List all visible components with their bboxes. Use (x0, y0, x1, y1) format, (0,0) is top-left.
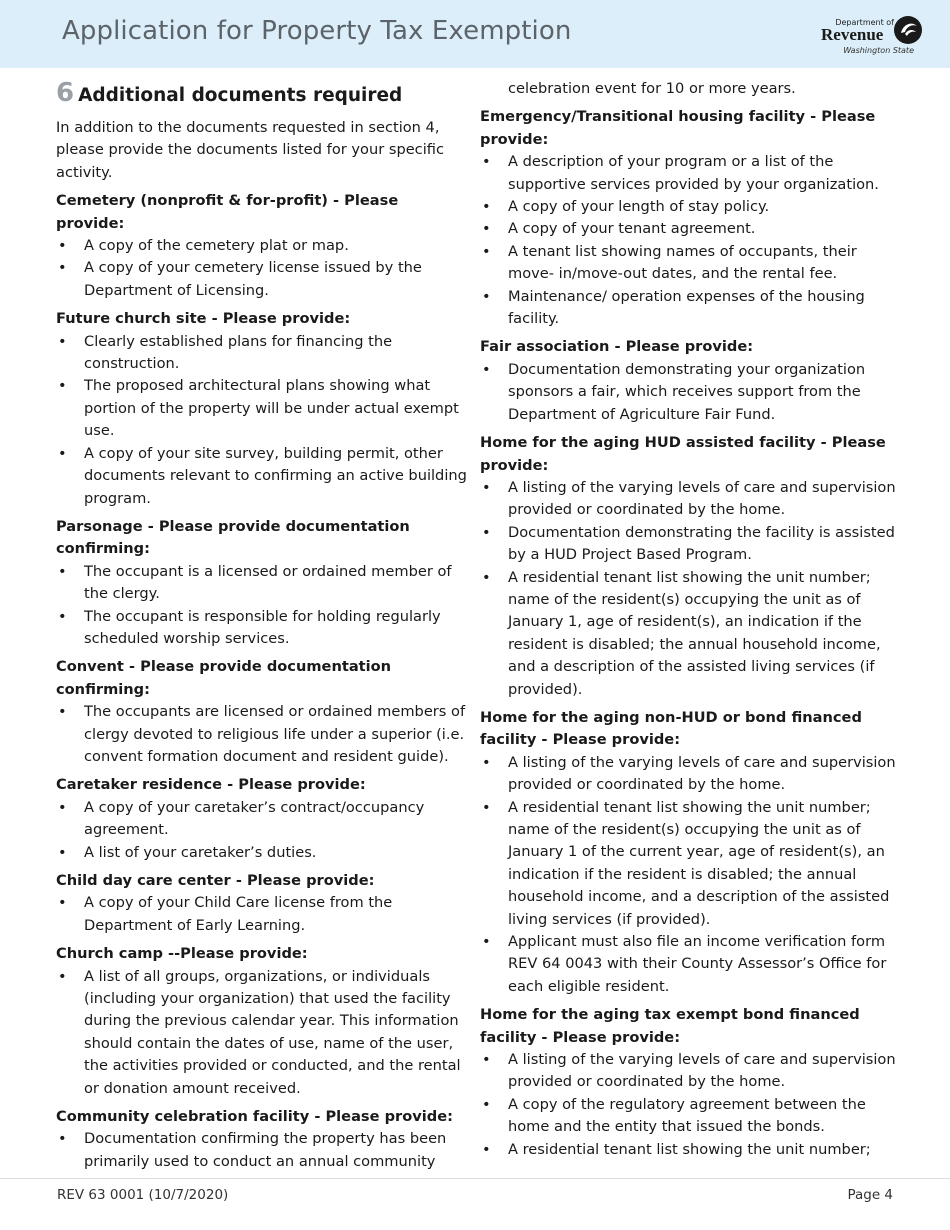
bond-heading: Home for the aging tax exempt bond financed facility - Please provide: (480, 1006, 860, 1046)
section-heading (56, 80, 468, 109)
child-care-heading: Child day care center - Please provide: (56, 872, 375, 889)
fair-list (480, 359, 905, 426)
list-item: • A copy of your site survey, building permit, other documents relevant to confirming an active building program. (58, 444, 467, 507)
list-item: • A copy of the regulatory agreement between the home and the entity that issued the bonds. (482, 1095, 866, 1136)
list-item: • A copy of your Child Care license from the Department of Early Learning. (58, 894, 393, 934)
list-item: • A copy of your cemetery license issued by the Department of Licensing. (58, 259, 422, 299)
future-church-list (56, 331, 468, 510)
hud-list (480, 477, 905, 701)
dor-logo (818, 14, 928, 60)
section-title: Additional documents required (78, 85, 403, 106)
caretaker-list (56, 797, 468, 864)
list-item: • Documentation demonstrating your organization sponsors a fair, which receives support from the Department of Agriculture Fair Fund. (482, 360, 866, 423)
logo-revenue-text: Revenue (821, 25, 884, 44)
form-number: REV 63 0001 (10/7/2020) (57, 1187, 229, 1203)
right-column (480, 78, 905, 1161)
list-item: • The occupants are licensed or ordained members of clergy devoted to religious life under a superior (i.e. convent formation document and resident guide). (58, 703, 466, 765)
non-hud-list (480, 752, 905, 998)
list-item: • The occupant is responsible for holding regularly scheduled worship services. (58, 607, 441, 647)
non-hud-heading: Home for the aging non-HUD or bond financed facility - Please provide: (480, 708, 862, 749)
emergency-list (480, 151, 905, 330)
list-item: • A listing of the varying levels of care and supervision provided or coordinated by the home. (482, 1051, 896, 1091)
list-item: • A residential tenant list showing the unit number; name of the resident(s) occupying the unit as of January 1, age of resident(s), an indication if the resident is disabled; the annual household income, and a description of the assisted living services (if provided). (482, 568, 881, 698)
page-number: Page 4 (847, 1187, 893, 1203)
list-item: • A residential tenant list showing the unit number; name of the resident(s) occupying the unit as of January 1 of the current year, age of resident(s), an indication if the resident is disabled; the annual household income, and a description of the assisted living services (if provided). (482, 798, 890, 928)
section-intro: In addition to the documents requested in section 4, please provide the documents listed for your specific activity. (56, 119, 444, 181)
list-item: • A copy of your caretaker’s contract/occupancy agreement. (58, 798, 425, 839)
dor-emblem-icon (892, 14, 924, 46)
logo-state-text: Washington State (843, 46, 914, 55)
parsonage-heading: Parsonage - Please provide documentation confirming: (56, 517, 410, 558)
list-item: • A listing of the varying levels of care and supervision provided or coordinated by the home. (482, 478, 896, 519)
document-title: Application for Property Tax Exemption (62, 16, 572, 46)
church-camp-heading: Church camp --Please provide: (56, 945, 308, 963)
list-item: • A copy of your tenant agreement. (482, 220, 756, 238)
list-item: • Applicant must also file an income verification form REV 64 0043 with their County Assessor’s Office for each eligible resident. (482, 933, 887, 995)
section-number: 6 (56, 78, 75, 108)
continued-text: celebration event for 10 or more years. (508, 80, 796, 97)
list-item: • A description of your program or a list of the supportive services provided by your organization. (482, 153, 879, 193)
child-care-list (56, 892, 468, 937)
list-item: • A list of all groups, organizations, or individuals (including your organization) that used the facility during the previous calendar year. This information should contain the dates of use, name of the user, the activities provided or conducted, and the rental or donation amount received. (58, 967, 461, 1097)
list-item: • Clearly established plans for financing the construction. (58, 332, 393, 373)
fair-heading: Fair association - Please provide: (480, 338, 754, 356)
community-list (56, 1128, 468, 1173)
convent-heading: Convent - Please provide documentation confirming: (56, 658, 392, 698)
parsonage-list (56, 561, 468, 651)
page-header (0, 0, 950, 68)
footer-divider (0, 1178, 950, 1179)
cemetery-heading: Cemetery (nonprofit & for-profit) - Please provide: (56, 192, 399, 232)
caretaker-heading: Caretaker residence - Please provide: (56, 776, 366, 794)
list-item: • The proposed architectural plans showing what portion of the property will be under actual exempt use. (58, 377, 459, 440)
left-column (56, 78, 468, 1173)
list-item: • Documentation demonstrating the facility is assisted by a HUD Project Based Program. (482, 523, 895, 564)
list-item: • A list of your caretaker’s duties. (58, 843, 317, 861)
list-item: • A listing of the varying levels of care and supervision provided or coordinated by the home. (482, 753, 896, 794)
list-item: • A copy of your length of stay policy. (482, 198, 770, 216)
hud-heading: Home for the aging HUD assisted facility - Please provide: (480, 434, 886, 474)
list-item: • Documentation confirming the property has been primarily used to conduct an annual community (58, 1130, 447, 1170)
bond-list (480, 1049, 905, 1161)
emergency-heading: Emergency/Transitional housing facility - Please provide: (480, 108, 876, 148)
convent-list (56, 701, 468, 768)
list-item: • The occupant is a licensed or ordained member of the clergy. (58, 562, 452, 603)
list-item: • A tenant list showing names of occupants, their move- in/move-out dates, and the rental fee. (482, 242, 857, 283)
future-church-heading: Future church site - Please provide: (56, 310, 351, 328)
list-item: • A residential tenant list showing the unit number; (482, 1140, 871, 1158)
list-item: • A copy of the cemetery plat or map. (58, 237, 349, 255)
logo-dept-text: Department of (835, 18, 894, 27)
community-heading: Community celebration facility - Please provide: (56, 1108, 453, 1126)
cemetery-list (56, 235, 468, 302)
list-item: • Maintenance/ operation expenses of the housing facility. (482, 287, 865, 328)
church-camp-list (56, 966, 468, 1100)
